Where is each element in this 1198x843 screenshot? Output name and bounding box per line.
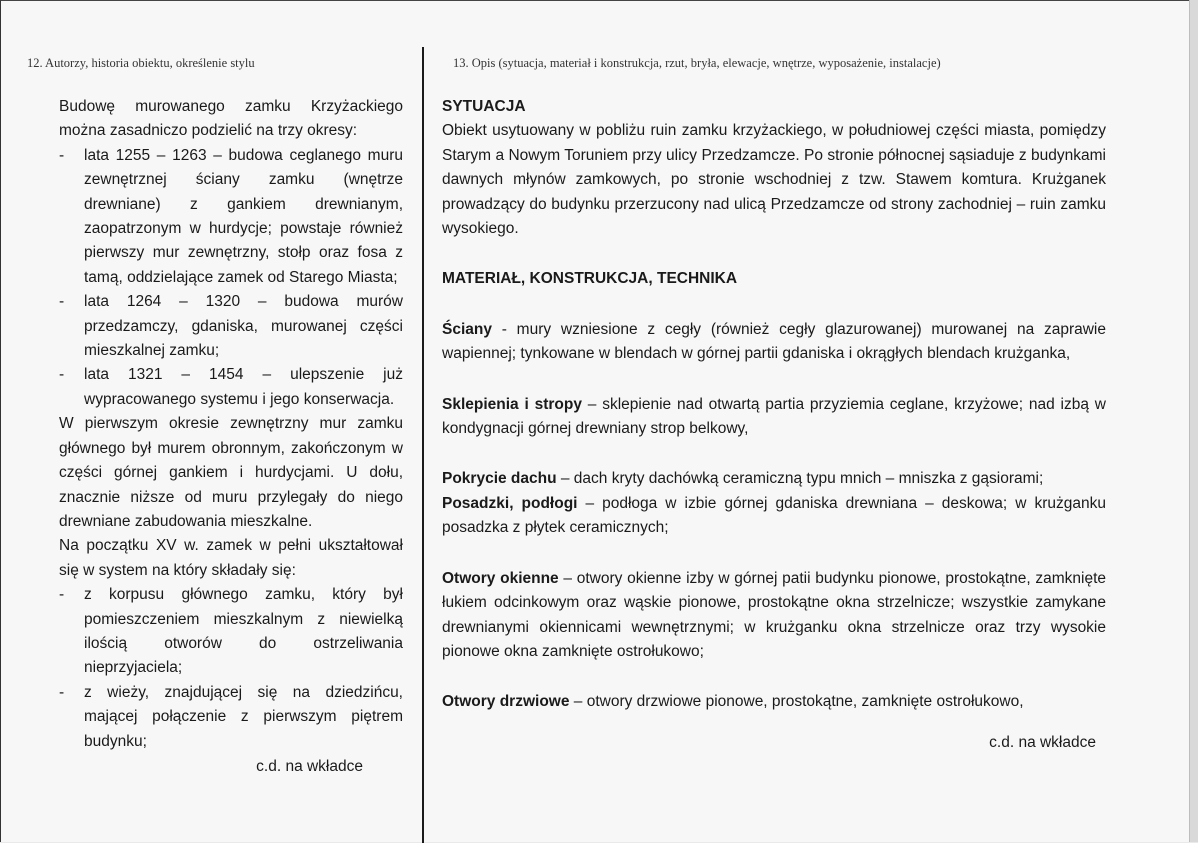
construction-periods-list (59, 144, 403, 412)
page-edge (1189, 0, 1198, 842)
vaults-text: – sklepienie nad otwartą partia przyziemia ceglane, krzyżowe; nad izbą w kondygnacji górnej drewniany strop belkowy, (442, 395, 1107, 438)
doors-label: Otwory drzwiowe (442, 693, 570, 711)
walls-text: - mury wzniesione z cegły (również cegły glazurowanej) murowanej na zaprawie wapiennej; tynkowane w blendach w górnej partii gdaniska i okrągłych blendach krużganka, (442, 320, 1106, 363)
roof-text: – dach kryty dachówką ceramiczną typu mnich – mniszka z gąsiorami; (556, 470, 1044, 488)
history-column (59, 95, 403, 779)
walls-entry (442, 318, 1106, 367)
walls-label: Ściany (442, 320, 492, 338)
windows-entry (442, 567, 1106, 665)
situation-title: SYTUACJA (442, 98, 526, 115)
situation-text: Obiekt usytuowany w pobliżu ruin zamku krzyżackiego, w południowej części miasta, pomiędzy Starym a Nowym Toruniem przy ulicy Przedzamcze. Po stronie północnej sąsiaduje z budynkami dawnych młynów zamkowych, po stronie wschodniej z tzw. Stawem komtura. Krużganek prowadzący do budynku przerzucony nad ulicą Przedzamcze od strony zachodniej – ruin zamku wysokiego. (442, 122, 1106, 238)
history-paragraph: Na początku XV w. zamek w pełni ukształtował się w system na który składały się: (59, 537, 403, 579)
continued-note: c.d. na wkładce (989, 733, 1096, 751)
column-divider (422, 47, 424, 843)
period-item: - lata 1264 – 1320 – budowa murów przedzamczy, gdaniska, murowanej części mieszkalnej zamku; (59, 290, 403, 363)
history-intro: Budowę murowanego zamku Krzyżackiego można zasadniczo podzielić na trzy okresy: (59, 98, 403, 140)
floors-text: – podłoga w izbie górnej gdaniska drewniana – deskowa; w krużganku posadzka z płytek ceramicznych; (442, 494, 1106, 537)
vaults-entry (442, 393, 1106, 442)
section-12-heading: 12. Autorzy, historia obiektu, określenie stylu (27, 56, 255, 70)
doors-entry (442, 690, 1106, 714)
section-13-heading: 13. Opis (sytuacja, materiał i konstrukcja, rzut, bryła, elewacje, wnętrze, wyposażenie, instalacje) (453, 56, 941, 70)
windows-text: – otwory okienne izby w górnej patii budynku pionowe, prostokątne, zamknięte łukiem odcinkowym oraz wąskie pionowe, prostokątne okna strzelnicze; wszystkie zamykane drewnianymi okiennicami wewnętrznymi; w krużganku okna strzelnicze oraz trzy wysokie pionowe okna zamknięte ostrołukowo; (442, 569, 1106, 660)
roof-entry (442, 467, 1106, 491)
component-item: - z korpusu głównego zamku, który był pomieszczeniem mieszkalnym z niewielką ilością otworów do ostrzeliwania nieprzyjaciela; (59, 583, 403, 681)
vaults-label: Sklepienia i stropy (442, 395, 582, 413)
floors-label: Posadzki, podłogi (442, 494, 578, 512)
component-item: - z wieży, znajdującej się na dziedzińcu, mającej połączenie z pierwszym piętrem budynku; (59, 681, 403, 754)
description-column (442, 95, 1106, 755)
period-item: - lata 1255 – 1263 – budowa ceglanego muru zewnętrznej ściany zamku (wnętrze drewniane) z gankiem drewnianym, zaopatrzonym w hurdycje; powstaje również pierwszy mur zewnętrzny, stołp oraz fosa z tamą, oddzielające zamek od Starego Miasta; (59, 144, 403, 290)
windows-label: Otwory okienne (442, 569, 559, 587)
continued-note: c.d. na wkładce (256, 757, 363, 775)
material-title: MATERIAŁ, KONSTRUKCJA, TECHNIKA (442, 270, 738, 288)
history-paragraph: W pierwszym okresie zewnętrzny mur zamku głównego był murem obronnym, zakończonym w części górnej gankiem i hurdycjami. U dołu, znacznie niższe od muru przylegały do niego drewniane zabudowania mieszkalne. (59, 415, 403, 530)
period-item: - lata 1321 – 1454 – ulepszenie już wypracowanego systemu i jego konserwacja. (59, 363, 403, 412)
doors-text: – otwory drzwiowe pionowe, prostokątne, zamknięte ostrołukowo, (569, 693, 1024, 711)
roof-label: Pokrycie dachu (442, 470, 557, 488)
floors-entry (442, 492, 1106, 541)
castle-components-list (59, 583, 403, 754)
